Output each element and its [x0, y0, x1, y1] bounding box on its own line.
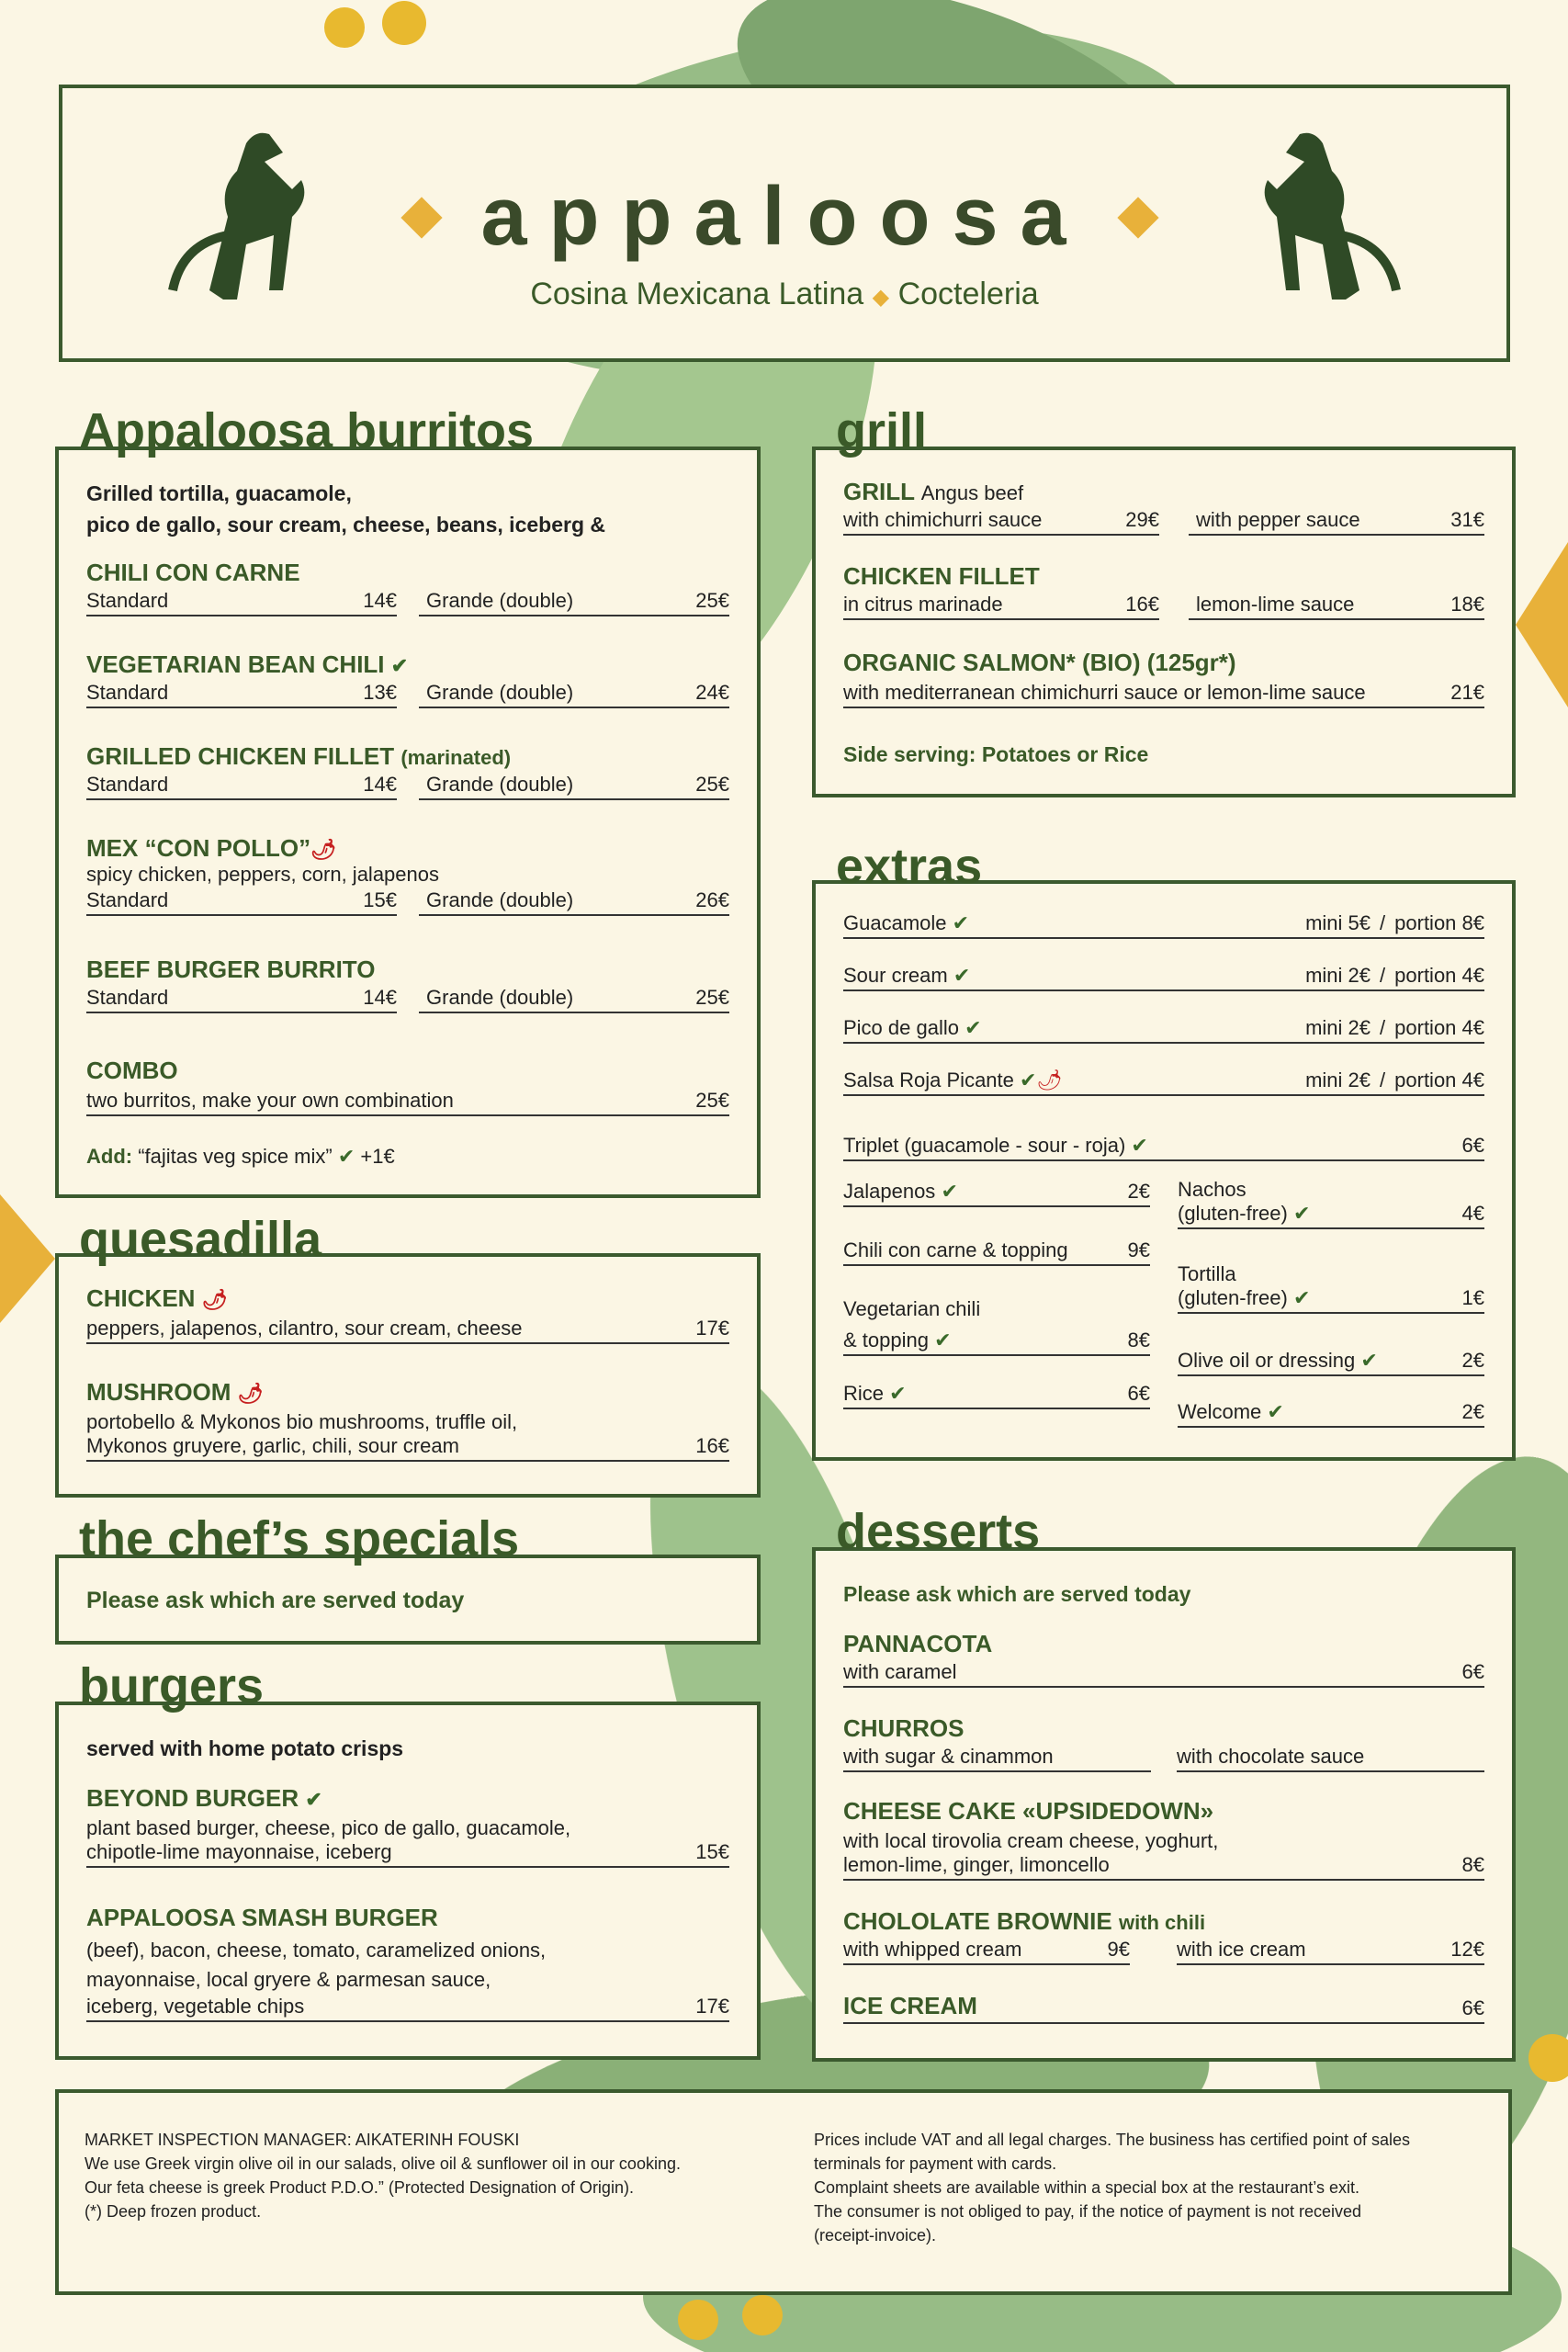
- burrito-item: [86, 742, 729, 804]
- leaf-icon: ✔: [952, 911, 970, 934]
- price: portion 4€: [1394, 964, 1484, 987]
- leaf-icon: ✔: [305, 1788, 322, 1811]
- leaf-icon: ✔: [337, 1145, 355, 1168]
- footer-panel: [55, 2089, 1512, 2295]
- burrito-item: [86, 559, 729, 620]
- item-name: BEEF BURGER BURRITO: [86, 956, 376, 983]
- extra-item: Welcome ✔ 2€: [1178, 1400, 1484, 1428]
- extra-item: Olive oil or dressing ✔ 2€: [1178, 1349, 1484, 1376]
- standard-option: Standard 14€: [86, 589, 397, 616]
- leaf-icon: ✔: [1292, 1286, 1311, 1309]
- grill-salmon: ORGANIC SALMON* (BIO) (125gr*) with mediterranean chimichurri sauce or lemon-lime sauce 21€: [843, 649, 1484, 708]
- price: mini 2€: [1305, 964, 1371, 987]
- leaf-icon: ✔: [390, 654, 409, 677]
- combo-item: COMBO two burritos, make your own combination 25€: [86, 1057, 729, 1116]
- leaf-icon: ✔: [953, 964, 971, 987]
- extras-title: extras: [836, 839, 983, 894]
- chili-icon: 🌶: [237, 1382, 264, 1405]
- price: 9€: [1127, 1238, 1150, 1261]
- price: portion 4€: [1394, 1016, 1484, 1039]
- leaf-icon: ✔: [1292, 1202, 1311, 1225]
- price: 21€: [1450, 681, 1484, 704]
- item-name: GRILL Angus beef: [843, 478, 1024, 505]
- dessert-cheesecake: CHEESE CAKE «UPSIDEDOWN» with local tirovolia cream cheese, yoghurt, lemon-lime, ginger, limoncello 8€: [843, 1797, 1484, 1881]
- price: portion 4€: [1394, 1069, 1484, 1091]
- standard-option: Standard 14€: [86, 986, 397, 1013]
- specials-title: the chef’s specials: [79, 1511, 520, 1566]
- price: 25€: [695, 986, 729, 1009]
- price: mini 5€: [1305, 911, 1371, 934]
- leaf-icon: ✔: [1020, 1069, 1037, 1091]
- price: 6€: [1461, 1134, 1484, 1157]
- price: 9€: [1107, 1938, 1130, 1961]
- extra-item: Sour cream ✔ mini 2€ / portion 4€: [843, 964, 1484, 991]
- standard-option: Standard 15€: [86, 888, 397, 916]
- footer-left: MARKET INSPECTION MANAGER: AIKATERINH FOUSKI We use Greek virgin olive oil in our salads, olive oil & sunflower oil in our cooking. Our feta cheese is greek Product P.D.O.” (Protected Designation of Origin). (*) Deep frozen product.: [85, 2131, 681, 2221]
- leaf-icon: ✔: [934, 1329, 952, 1351]
- price: 25€: [695, 773, 729, 796]
- extra-item: Tortilla (gluten-free) ✔ 1€: [1178, 1262, 1484, 1314]
- burrito-item: MEX “CON POLLO”🌶 spicy chicken, peppers, corn, jalapenos Standard 15€ Grande (double) 26€: [86, 834, 729, 920]
- grande-option: Grande (double) 25€: [419, 986, 729, 1013]
- extra-item: Salsa Roja Picante ✔🌶 mini 2€ / portion 4€: [843, 1069, 1484, 1096]
- quesadilla-panel: [55, 1253, 761, 1498]
- footer-right: Prices include VAT and all legal charges. The business has certified point of sales terminals for payment with cards. Complaint sheets are available within a special box at the restaurant’s exit. The consumer is not obliged to pay, if the notice of payment is not received (receipt-invoice).: [814, 2131, 1411, 2245]
- price: 6€: [1461, 1996, 1484, 2019]
- grill-title: grill: [836, 403, 928, 458]
- price: 26€: [695, 888, 729, 911]
- extra-item: Vegetarian chili & topping ✔ 8€: [843, 1297, 1150, 1356]
- leaf-icon: ✔: [964, 1016, 982, 1039]
- price: 25€: [695, 1089, 729, 1112]
- chili-icon: 🌶: [201, 1288, 228, 1311]
- tagline: Cosina Mexicana Latina ◆ Cocteleria: [530, 277, 1039, 311]
- price: 16€: [695, 1434, 729, 1457]
- grill-item: GRILL Angus beef with chimichurri sauce 29€ with pepper sauce 31€: [843, 478, 1484, 539]
- price: portion 8€: [1394, 911, 1484, 934]
- dessert-brownie: CHOLOLATE BROWNIE with chili with whipped cream 9€ with ice cream 12€: [843, 1907, 1484, 1969]
- extras-panel: [812, 880, 1516, 1461]
- burritos-title: Appaloosa burritos: [79, 403, 535, 458]
- beyond-burger: BEYOND BURGER ✔ plant based burger, cheese, pico de gallo, guacamole, chipotle-lime mayonnaise, iceberg 15€: [86, 1784, 729, 1868]
- standard-option: Standard 13€: [86, 681, 397, 708]
- desserts-title: desserts: [836, 1504, 1041, 1559]
- price: 31€: [1450, 508, 1484, 531]
- price: 8€: [1127, 1329, 1150, 1351]
- burritos-panel: [55, 447, 761, 1198]
- price: 1€: [1461, 1286, 1484, 1309]
- item-name: GRILLED CHICKEN FILLET (marinated): [86, 742, 512, 770]
- burgers-panel: served with home potato crisps BEYOND BURGER ✔ plant based burger, cheese, pico de gallo, guacamole, chipotle-lime mayonnaise, iceberg 15€ APPALOOSA SMASH BURGER (beef), bacon, cheese, tomato, caramelized onions, mayonnaise, local gryere & parmesan sauce, iceberg, vegetable chips 17€: [55, 1702, 761, 2060]
- price: 14€: [363, 986, 397, 1009]
- price: 8€: [1461, 1853, 1484, 1876]
- extras-triplet: Triplet (guacamole - sour - roja) ✔ 6€: [843, 1134, 1484, 1161]
- price: 15€: [363, 888, 397, 911]
- price: 6€: [1127, 1382, 1150, 1405]
- price: 17€: [695, 1317, 729, 1340]
- chili-icon: 🌶: [310, 838, 337, 861]
- item-name: MEX “CON POLLO”🌶: [86, 834, 337, 862]
- desserts-panel: Please ask which are served today PANNACOTA with caramel 6€ CHURROS with sugar & cinammon with chocolate sauce CHEESE CAKE «UPSIDEDOWN» with local tirovolia cream cheese, yoghurt, lemon-lime, ginger, limoncello 8€ CHOLOLATE BROWNIE with chili with whipped cream 9€ with ice cream 12€ ICE CREAM 6€: [812, 1547, 1516, 2062]
- price: 12€: [1450, 1938, 1484, 1961]
- quesadilla-chicken: CHICKEN 🌶 peppers, jalapenos, cilantro, sour cream, cheese 17€: [86, 1284, 729, 1344]
- extra-item: Chili con carne & topping 9€: [843, 1238, 1150, 1266]
- price: mini 2€: [1305, 1069, 1371, 1091]
- extra-item: Rice ✔ 6€: [843, 1382, 1150, 1409]
- price: 29€: [1125, 508, 1159, 531]
- extra-item: Guacamole ✔ mini 5€ / portion 8€: [843, 911, 1484, 939]
- price: 25€: [695, 589, 729, 612]
- price: 2€: [1461, 1400, 1484, 1423]
- item-name: CHILI CON CARNE: [86, 559, 300, 586]
- price: 2€: [1461, 1349, 1484, 1372]
- diamond-icon: ◆: [872, 285, 890, 310]
- leaf-icon: ✔: [1131, 1134, 1148, 1157]
- price: 14€: [363, 589, 397, 612]
- standard-option: Standard 14€: [86, 773, 397, 800]
- leaf-icon: ✔: [941, 1180, 958, 1203]
- dessert-churros: CHURROS with sugar & cinammon with chocolate sauce: [843, 1714, 1484, 1776]
- price: 2€: [1127, 1180, 1150, 1203]
- item-name: CHICKEN FILLET: [843, 562, 1040, 590]
- price: 15€: [695, 1840, 729, 1863]
- add-option: Add: “fajitas veg spice mix” ✔ +1€: [86, 1145, 395, 1168]
- price: 4€: [1461, 1202, 1484, 1225]
- price: 24€: [695, 681, 729, 704]
- grande-option: Grande (double) 25€: [419, 589, 729, 616]
- price: mini 2€: [1305, 1016, 1371, 1039]
- brand-logo: appaloosa: [480, 171, 1089, 263]
- burgers-title: burgers: [79, 1658, 265, 1713]
- price: 6€: [1461, 1660, 1484, 1683]
- smash-burger: APPALOOSA SMASH BURGER (beef), bacon, cheese, tomato, caramelized onions, mayonnaise, local gryere & parmesan sauce, iceberg, vegetable chips 17€: [86, 1904, 729, 2022]
- leaf-icon: ✔: [1267, 1400, 1284, 1423]
- grill-panel: GRILL Angus beef with chimichurri sauce 29€ with pepper sauce 31€ CHICKEN FILLET in citrus marinade 16€ lemon-lime sauce 18€ ORGANIC SALMON* (BIO) (125gr*) with mediterranean chimichurri sauce or lemon-lime sauce 21€ Side serving: Potatoes or Rice: [812, 447, 1516, 797]
- price: 17€: [695, 1995, 729, 2018]
- grande-option: Grande (double) 26€: [419, 888, 729, 916]
- leaf-icon: ✔: [1360, 1349, 1378, 1372]
- extra-item: Pico de gallo ✔ mini 2€ / portion 4€: [843, 1016, 1484, 1044]
- price: 14€: [363, 773, 397, 796]
- header-panel: [59, 85, 1510, 362]
- price: 18€: [1450, 593, 1484, 616]
- price: 16€: [1125, 593, 1159, 616]
- grande-option: Grande (double) 24€: [419, 681, 729, 708]
- extra-item: Nachos (gluten-free) ✔ 4€: [1178, 1178, 1484, 1229]
- dessert-icecream: ICE CREAM 6€: [843, 1992, 1484, 2024]
- chili-icon: 🌶: [1036, 1069, 1063, 1091]
- quesadilla-mushroom: MUSHROOM 🌶 portobello & Mykonos bio mushrooms, truffle oil, Mykonos gruyere, garlic, chili, sour cream 16€: [86, 1378, 729, 1462]
- quesadilla-title: quesadilla: [79, 1212, 322, 1267]
- burritos-intro: Grilled tortilla, guacamole, pico de gallo, sour cream, cheese, beans, iceberg &: [86, 481, 605, 537]
- burrito-item: [86, 650, 729, 712]
- dessert-pannacota: PANNACOTA with caramel 6€: [843, 1630, 1484, 1688]
- price: 13€: [363, 681, 397, 704]
- specials-panel: Please ask which are served today: [55, 1555, 761, 1645]
- burrito-item: [86, 956, 729, 1017]
- leaf-icon: ✔: [889, 1382, 907, 1405]
- item-name: VEGETARIAN BEAN CHILI ✔: [86, 650, 409, 678]
- grande-option: Grande (double) 25€: [419, 773, 729, 800]
- extra-item: Jalapenos ✔ 2€: [843, 1180, 1150, 1207]
- grill-item: CHICKEN FILLET in citrus marinade 16€ lemon-lime sauce 18€: [843, 562, 1484, 624]
